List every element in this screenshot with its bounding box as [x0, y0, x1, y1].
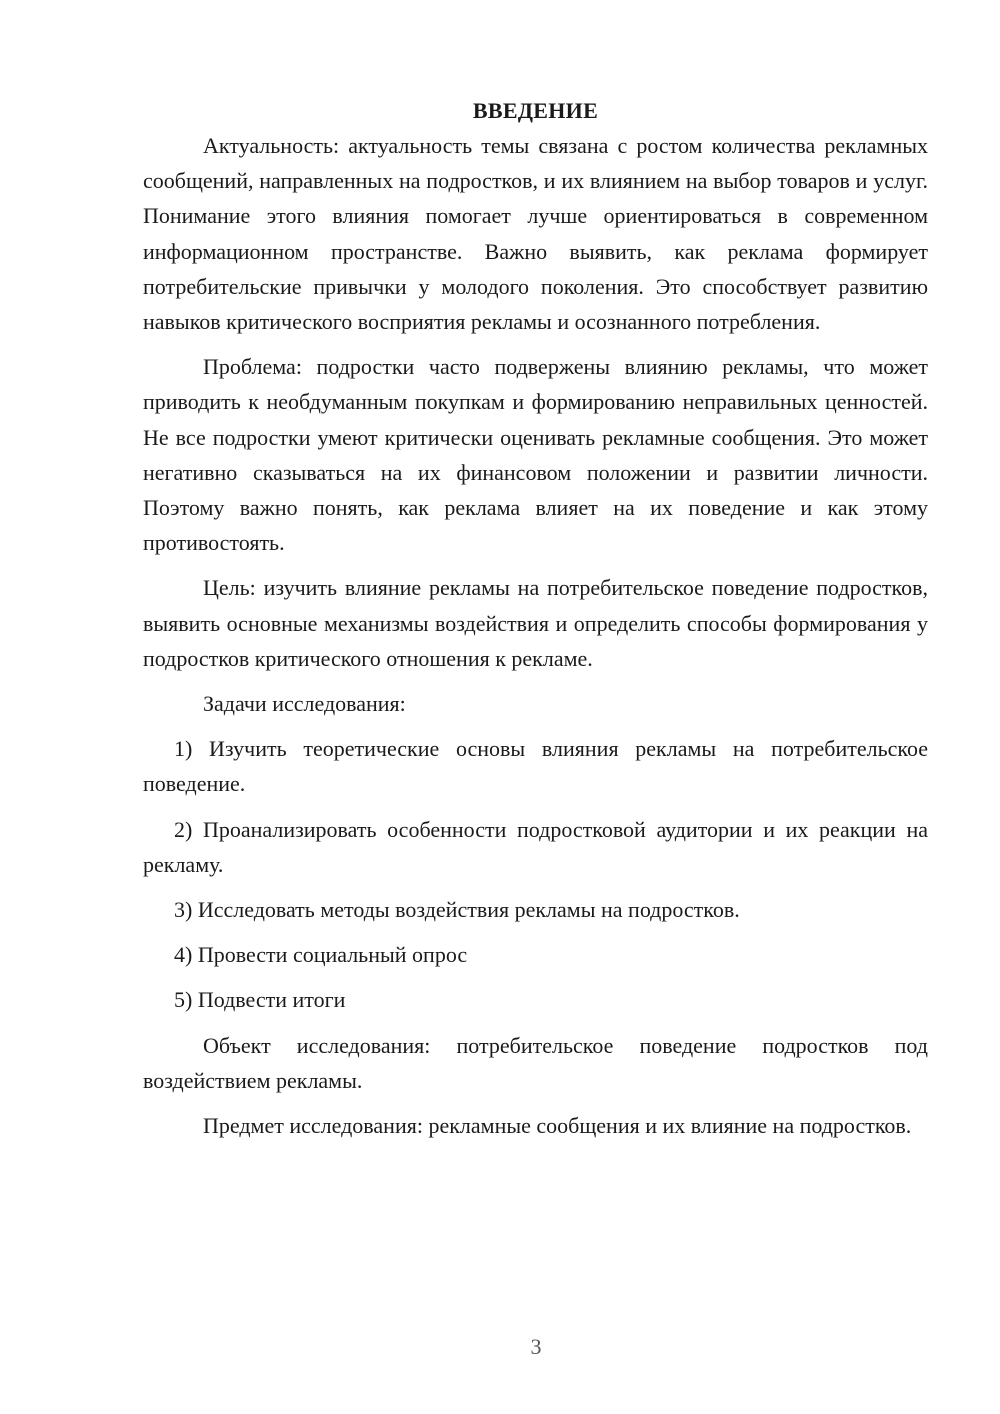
task-item-1: 1) Изучить теоретические основы влияния рекламы на потребительское поведение. — [143, 736, 928, 797]
problem-paragraph: Проблема: подростки часто подвержены влиянию рекламы, что может приводить к необдуманным покупкам и формированию неправильных ценностей. Не все подростки умеют критически оценивать рекламные сообщения. Это может негативно сказываться на их финансовом положении и развитии личности. Поэтому важно понять, как реклама влияет на их поведение и как этому противостоять. — [143, 354, 928, 556]
task-item-4: 4) Провести социальный опрос — [174, 942, 468, 968]
task-item-2: 2) Проанализировать особенности подростковой аудитории и их реакции на рекламу. — [143, 816, 928, 877]
document-page — [143, 93, 928, 1153]
subject-paragraph: Предмет исследования: рекламные сообщения и их влияние на подростков. — [203, 1113, 912, 1139]
object-paragraph: Объект исследования: потребительское поведение подростков под воздействием рекламы. — [143, 1032, 928, 1093]
task-item-3: 3) Исследовать методы воздействия рекламы на подростков. — [174, 897, 740, 923]
tasks-heading: Задачи исследования: — [203, 691, 406, 717]
relevance-paragraph: Актуальность: актуальность темы связана с ростом количества рекламных сообщений, направленных на подростков, и их влиянием на выбор товаров и услуг. Понимание этого влияния помогает лучше ориентироваться в современном информационном пространстве. Важно выявить, как реклама формирует потребительские привычки у молодого поколения. Это способствует развитию навыков критического восприятия рекламы и осознанного потребления. — [143, 133, 928, 335]
page-number: 3 — [530, 1334, 542, 1359]
task-item-5: 5) Подвести итоги — [174, 987, 346, 1013]
section-title: ВВЕДЕНИЕ — [472, 98, 599, 123]
tasks-list — [143, 731, 928, 1017]
goal-paragraph: Цель: изучить влияние рекламы на потребительское поведение подростков, выявить основные механизмы воздействия и определить способы формирования у подростков критического отношения к рекламе. — [143, 575, 928, 671]
